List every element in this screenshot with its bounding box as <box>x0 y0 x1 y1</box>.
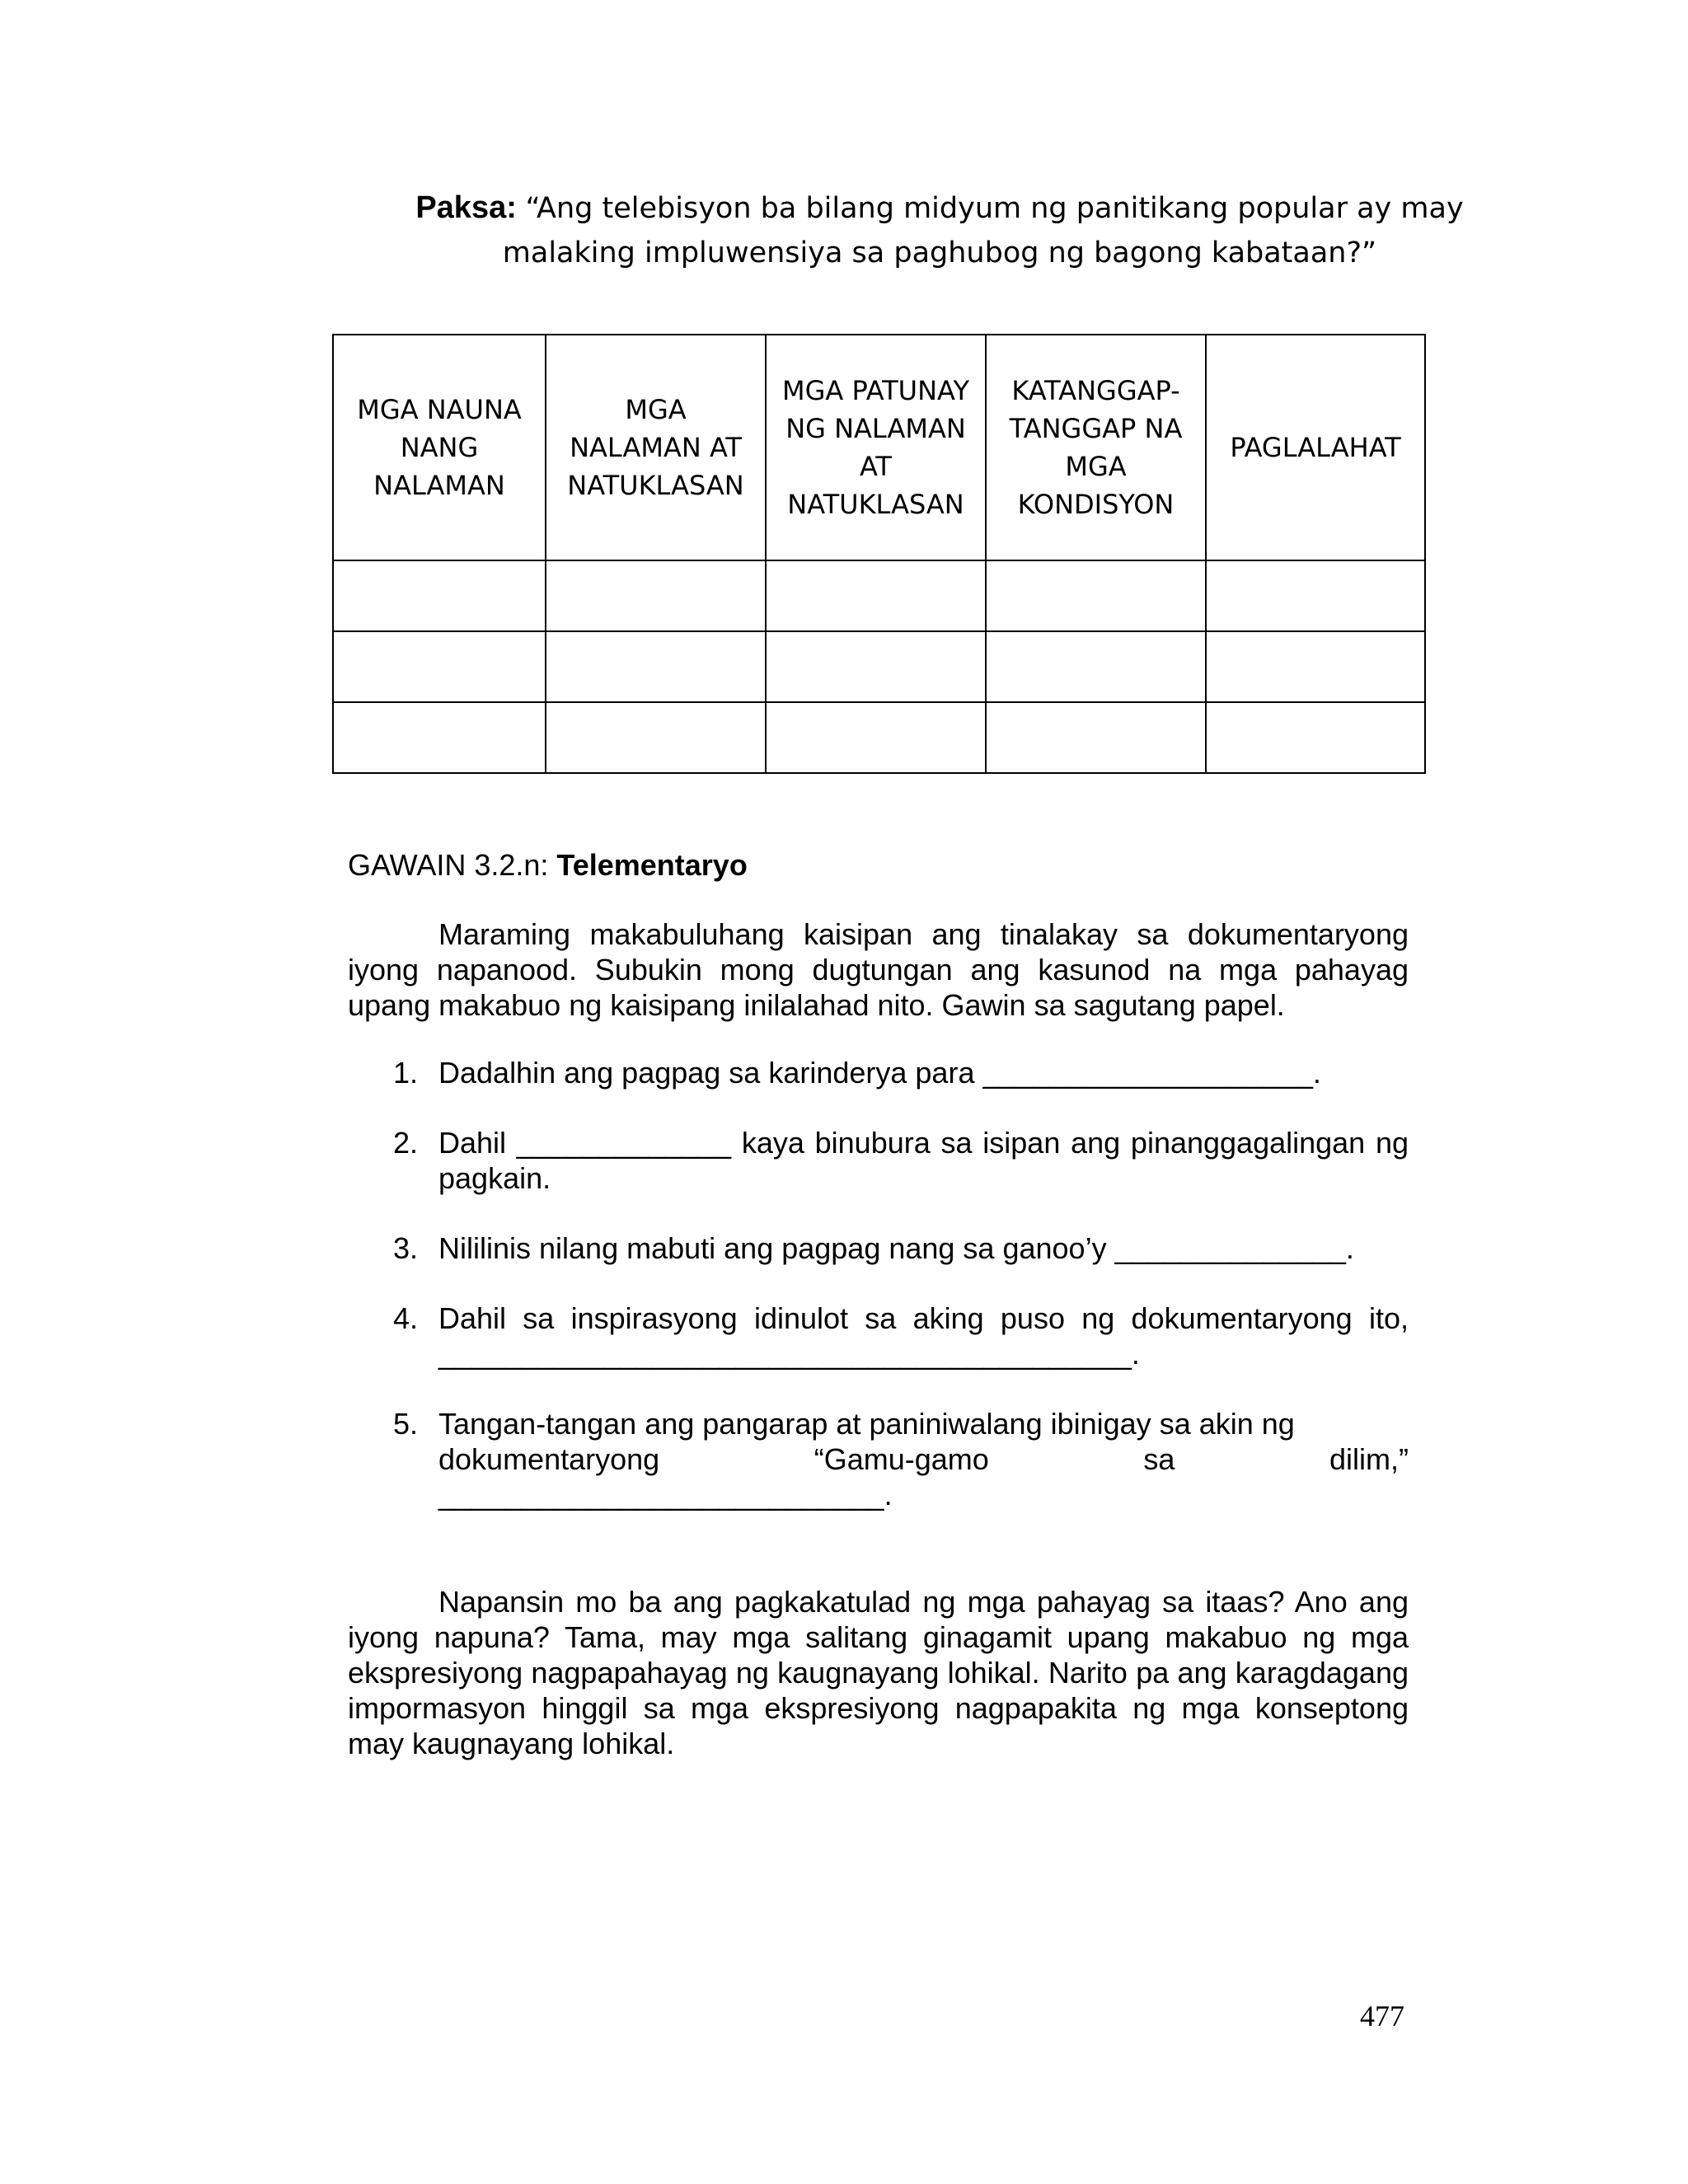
table-cell <box>986 560 1206 631</box>
table-row <box>333 631 1425 702</box>
table-cell <box>986 702 1206 773</box>
item-text: Dahil _____________ kaya binubura sa isipan ang pinanggagalingan ng pagkain. <box>438 1126 1409 1195</box>
item-number: 3. <box>393 1231 419 1265</box>
intro-paragraph: Maraming makabuluhang kaisipan ang tinalakay sa dokumentaryong iyong napanood. Subukin mong dugtungan ang kasunod na mga pahayag upang makabuo ng kaisipang inilalahad nito. Gawin sa sagutang papel. <box>348 917 1409 1022</box>
table-cell <box>766 631 986 702</box>
exercise-list <box>348 1055 1409 1512</box>
header-cell: MGA PATUNAY NG NALAMAN AT NATUKLASAN <box>766 335 986 560</box>
table-cell <box>546 631 766 702</box>
table-cell <box>766 702 986 773</box>
table-cell <box>546 702 766 773</box>
item-number: 1. <box>393 1056 419 1090</box>
header-cell: MGA NAUNA NANG NALAMAN <box>333 335 546 560</box>
item-text: Dadalhin ang pagpag sa karinderya para ____________________. <box>438 1056 1321 1090</box>
list-item <box>348 1125 1409 1196</box>
item-text: Nililinis nilang mabuti ang pagpag nang sa ganoo’y ______________. <box>438 1231 1354 1265</box>
table-row <box>333 560 1425 631</box>
table-cell <box>1206 702 1425 773</box>
item-text-line-1: Tangan-tangan ang pangarap at paniniwalang ibinigay sa akin ng <box>438 1407 1295 1441</box>
topic-question-2: malaking impluwensiya sa paghubog ng bagong kabataan?” <box>502 237 1377 269</box>
section-prefix: GAWAIN 3.2.n: <box>348 848 557 882</box>
item-number: 5. <box>393 1407 419 1441</box>
list-item <box>348 1230 1409 1266</box>
list-item <box>348 1406 1409 1512</box>
table-cell <box>333 631 546 702</box>
section-title: Telementaryo <box>556 848 748 882</box>
page-number: 477 <box>1360 1999 1404 2032</box>
list-item <box>348 1301 1409 1371</box>
table-row <box>333 702 1425 773</box>
worksheet-table <box>332 334 1426 774</box>
table-cell <box>333 560 546 631</box>
item-text: Dahil sa inspirasyong idinulot sa aking puso ng dokumentaryong ito, __________________________________________. <box>438 1301 1409 1371</box>
topic-question-1: “Ang telebisyon ba bilang midyum ng panitikang popular ay may <box>525 192 1464 225</box>
table-cell <box>986 631 1206 702</box>
table-cell <box>766 560 986 631</box>
section-heading <box>348 845 748 886</box>
table-cell <box>1206 560 1425 631</box>
table-cell <box>546 560 766 631</box>
table-header-row <box>333 335 1425 560</box>
closing-paragraph: Napansin mo ba ang pagkakatulad ng mga pahayag sa itaas? Ano ang iyong napuna? Tama, may mga salitang ginagamit upang makabuo ng mga ekspresiyong nagpapahayag ng kaugnayang lohikal. Narito pa ang karagdagang impormasyon hinggil sa mga ekspresiyong nagpapakita ng mga konseptong may kaugnayang lohikal. <box>348 1585 1409 1760</box>
item-text-line-2: dokumentaryong “Gamu-gamo sa dilim,” <box>438 1442 1409 1476</box>
item-text-line-3: ___________________________. <box>438 1478 893 1511</box>
list-item <box>348 1055 1409 1090</box>
topic-line-1 <box>338 185 1541 231</box>
header-cell: PAGLALAHAT <box>1206 335 1425 560</box>
item-number: 2. <box>393 1126 419 1160</box>
header-cell: KATANGGAP-TANGGAP NA MGA KONDISYON <box>986 335 1206 560</box>
header-cell: MGA NALAMAN AT NATUKLASAN <box>546 335 766 560</box>
table-cell <box>333 702 546 773</box>
topic <box>338 185 1541 275</box>
item-number: 4. <box>393 1301 419 1335</box>
table-cell <box>1206 631 1425 702</box>
topic-label: Paksa: <box>415 190 517 225</box>
